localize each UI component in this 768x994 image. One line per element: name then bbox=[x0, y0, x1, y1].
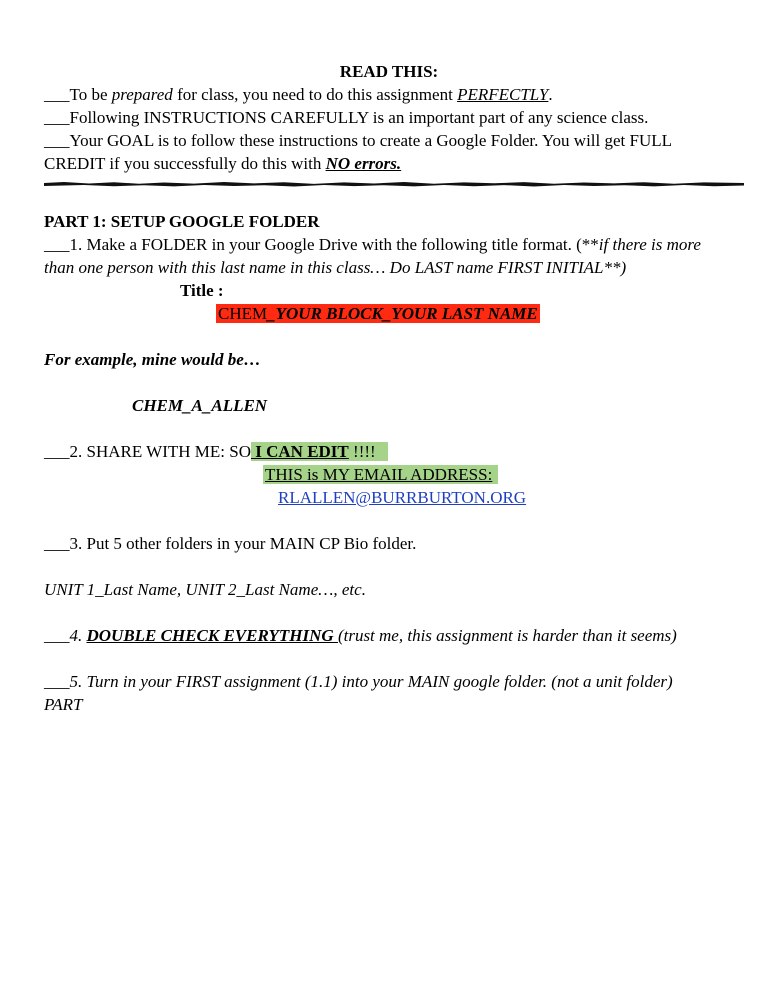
step-4-note: (trust me, this assignment is harder than it seems) bbox=[337, 626, 677, 645]
part-tail: PART bbox=[44, 695, 83, 714]
title-prefix: CHEM bbox=[218, 304, 268, 323]
page-title: READ THIS: bbox=[339, 62, 439, 81]
step-2-exclaim: !!!! bbox=[348, 442, 376, 461]
step-5-line: ___5. Turn in your FIRST assignment (1.1) into your MAIN google folder. (not a unit folder) bbox=[44, 672, 673, 691]
title-format-line bbox=[44, 302, 734, 325]
intro-line-3: ___Your GOAL is to follow these instructions to create a Google Folder. You will get FULL bbox=[44, 131, 673, 150]
title-format: _YOUR BLOCK_YOUR LAST NAME bbox=[267, 304, 538, 323]
email-link[interactable]: RLALLEN@BURRBURTON.ORG bbox=[278, 488, 527, 507]
part1-heading: PART 1: SETUP GOOGLE FOLDER bbox=[44, 212, 320, 231]
step-2-text: ___2. SHARE WITH ME: SO bbox=[44, 442, 251, 461]
step-4-text: ___4. bbox=[44, 626, 87, 645]
document-page bbox=[44, 60, 734, 716]
intro-line-4 bbox=[44, 152, 734, 175]
intro-line-1-end: . bbox=[548, 85, 553, 104]
intro-perfectly: PERFECTLY bbox=[457, 85, 549, 104]
step-1-line-2: than one person with this last name in this class… Do LAST name FIRST INITIAL**) bbox=[44, 258, 627, 277]
example-value: CHEM_A_ALLEN bbox=[132, 396, 268, 415]
email-label-line bbox=[44, 463, 734, 486]
intro-line-1-pre: ___To be bbox=[44, 85, 112, 104]
example-label: For example, mine would be… bbox=[44, 350, 261, 369]
intro-line-2: ___Following INSTRUCTIONS CAREFULLY is an important part of any science class. bbox=[44, 108, 649, 127]
intro-prepared: prepared bbox=[111, 85, 173, 104]
title-label: Title : bbox=[180, 281, 224, 300]
step-1-line-1 bbox=[44, 233, 734, 256]
title-format-highlight bbox=[216, 304, 540, 323]
intro-line-1 bbox=[44, 83, 734, 106]
intro-no-errors: NO errors. bbox=[325, 154, 402, 173]
intro-line-1-mid: for class, you need to do this assignment bbox=[172, 85, 458, 104]
step-1-text: ___1. Make a FOLDER in your Google Drive with the following title format. (** bbox=[44, 235, 599, 254]
step-2-line bbox=[44, 440, 734, 463]
step-4-line bbox=[44, 624, 734, 647]
step-4-double-check: DOUBLE CHECK EVERYTHING bbox=[86, 626, 338, 645]
unit-example-line: UNIT 1_Last Name, UNIT 2_Last Name…, etc. bbox=[44, 580, 366, 599]
rough-divider bbox=[44, 180, 744, 188]
step-3-line: ___3. Put 5 other folders in your MAIN CP Bio folder. bbox=[44, 534, 417, 553]
intro-line-4-pre: CREDIT if you successfully do this with bbox=[44, 154, 326, 173]
step-1-italic: if there is more bbox=[598, 235, 701, 254]
email-label: THIS is MY EMAIL ADDRESS: bbox=[263, 465, 498, 484]
email-line bbox=[44, 486, 734, 509]
step-2-can-edit: I CAN EDIT bbox=[251, 442, 349, 461]
